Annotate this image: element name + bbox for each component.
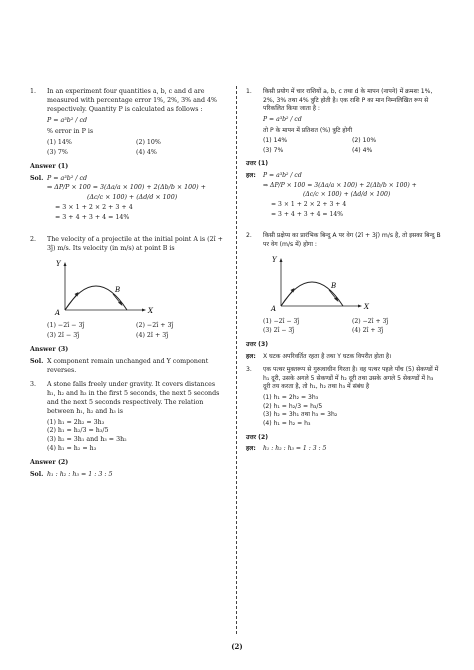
solution-1: [246, 172, 441, 219]
option-4[interactable]: (4) h₁ = h₂ = h₃: [47, 445, 97, 453]
option-3[interactable]: (3) h₂ = 3h₁ तथा h₃ = 3h₂: [263, 411, 338, 419]
option-1[interactable]: (1) −2î − 3ĵ: [263, 317, 300, 325]
question-3: [30, 381, 225, 455]
options: [263, 394, 441, 429]
solution-2: [246, 353, 441, 362]
question-number: 3.: [30, 380, 37, 388]
point-a-label: A: [271, 304, 277, 313]
solution-text: X घटक अपरिवर्तित रहता है तथा Y घटक विपरीत होता है।: [263, 352, 392, 360]
formula: P = a³b² / cd: [263, 115, 302, 123]
point-b-label: B: [331, 281, 337, 290]
english-column: [30, 88, 225, 483]
option-3[interactable]: (3) 2î − 3ĵ: [47, 332, 80, 339]
question-text: The velocity of a projectile at the initial point A is (2î + 3ĵ) m/s. Its velocity (in m/s) at point B is: [47, 236, 223, 253]
options: [47, 139, 225, 158]
solution-text: X component remain unchanged and Y component reverses.: [47, 357, 209, 374]
solution-line: = 3 + 4 + 3 + 4 = 14%: [271, 210, 344, 218]
option-2[interactable]: (2) −2î + 3ĵ: [352, 317, 389, 325]
option-3[interactable]: (3) 7%: [47, 148, 68, 156]
question-text: किसी प्रक्षेप्य का प्रारंभिक बिन्दु A पर वेग (2î + 3ĵ) m/s है, तो इसका बिन्दु B पर वेग (m/s में) होगा :: [263, 232, 441, 248]
question-number: 1.: [246, 88, 252, 95]
page-number: (2): [231, 642, 243, 651]
axis-x-label: X: [148, 307, 153, 316]
question-ask: तो P के मापन में प्रतिशत (%) त्रुटि होगी: [263, 126, 353, 134]
projectile-graph: [267, 254, 387, 314]
options: [263, 318, 441, 336]
question-text: In an experiment four quantities a, b, c and d are measured with percentage error 1%, 2%, 3% and 4% respectively. Quantity P is calculated as follows :: [47, 88, 217, 113]
question-text: एक पत्थर मुक्तरूप से गुरुत्वाधीन गिरता है। वह पत्थर पहले पाँच (5) सेकण्डों में h₁ दूरी, उसके अगले 5 सेकण्डों में h₂ दूरी तथा उसके अगले 5 सेकण्डों में h₃ दूरी तय करता है, तो h₁, h₂ तथा h₃ में संबंध है: [263, 366, 439, 391]
question-number: 2.: [246, 232, 252, 240]
option-2[interactable]: (2) −2î + 3ĵ: [136, 322, 174, 330]
solution-line: (Δc/c × 100) + (Δd/d × 100): [303, 191, 391, 199]
answer-3: Answer (2): [30, 459, 69, 467]
solution-line: ⇒ ΔP/P × 100 = 3(Δa/a × 100) + 2(Δb/b × 100) +: [47, 184, 206, 192]
question-2: [246, 232, 441, 336]
question-text: A stone falls freely under gravity. It covers distances h₁, h₂ and h₃ in the first 5 seconds, the next 5 seconds and the next 5 seconds respectively. The relation between h₁, h₂ and h₃ is: [47, 380, 220, 415]
option-3[interactable]: (3) 2î − 3ĵ: [263, 327, 295, 335]
solution-3: [30, 471, 225, 480]
option-2[interactable]: (2) 10%: [352, 137, 377, 145]
solution-label: हल:: [246, 172, 256, 180]
point-b-label: B: [115, 286, 121, 295]
solution-label: हल:: [246, 352, 256, 360]
solution-text: h₁ : h₂ : h₃ = 1 : 3 : 5: [47, 471, 113, 479]
question-3: [246, 366, 441, 428]
option-4[interactable]: (4) 2î + 3ĵ: [136, 332, 169, 339]
answer-1: Answer (1): [30, 162, 69, 170]
column-divider: [236, 86, 237, 634]
option-4[interactable]: (4) h₁ = h₂ = h₃: [263, 420, 311, 428]
axis-y-label: Y: [272, 255, 277, 264]
option-4[interactable]: (4) 4%: [352, 146, 373, 154]
option-3[interactable]: (3) h₂ = 3h₁ and h₃ = 3h₂: [47, 436, 127, 444]
question-1: [30, 88, 225, 158]
option-1[interactable]: (1) 14%: [263, 137, 288, 145]
question-ask: % error in P is: [47, 127, 94, 135]
axis-y-label: Y: [56, 260, 61, 269]
solution-label: Sol.: [30, 471, 44, 479]
axis-x-label: X: [364, 302, 369, 311]
solution-2: [30, 358, 225, 376]
question-2: [30, 236, 225, 341]
option-1[interactable]: (1) −2î − 3ĵ: [47, 322, 85, 330]
solution-line: ⇒ ΔP/P × 100 = 3(Δa/a × 100) + 2(Δb/b × 100) +: [263, 181, 417, 189]
solution-label: Sol.: [30, 357, 44, 365]
option-2[interactable]: (2) h₁ = h₂/3 = h₃/5: [263, 402, 323, 410]
point-a-label: A: [55, 309, 61, 318]
question-number: 2.: [30, 236, 37, 244]
option-3[interactable]: (3) 7%: [263, 146, 284, 154]
solution-line: P = a³b² / cd: [47, 174, 88, 182]
projectile-graph: [51, 258, 171, 318]
solution-label: Sol.: [30, 174, 44, 182]
option-2[interactable]: (2) h₁ = h₂/3 = h₃/5: [47, 427, 109, 435]
option-1[interactable]: (1) 14%: [47, 138, 72, 146]
question-text: किसी प्रयोग में चार राशियों a, b, c तथा d के मापन (नापने) में क्रमशः 1%, 2%, 3% तथा 4% त्रुटि होती है। एक राशि P का मान निम्नलिखित रूप से परिकलित किया जाता है :: [263, 88, 433, 113]
solution-label: हल:: [246, 445, 256, 453]
options: [263, 137, 441, 155]
option-2[interactable]: (2) 10%: [136, 138, 161, 146]
option-4[interactable]: (4) 2î + 3ĵ: [352, 327, 384, 335]
hindi-column: [246, 88, 441, 457]
answer-2: Answer (3): [30, 345, 69, 353]
answer-3: उत्तर (2): [246, 433, 268, 441]
solution-line: = 3 × 1 + 2 × 2 + 3 + 4: [55, 204, 133, 212]
question-number: 1.: [30, 88, 37, 95]
solution-3: [246, 445, 441, 454]
solution-line: P = a³b² / cd: [263, 172, 302, 180]
formula: P = a³b² / cd: [47, 116, 88, 124]
answer-2: उत्तर (3): [246, 340, 268, 348]
option-4[interactable]: (4) 4%: [136, 148, 157, 156]
question-number: 3.: [246, 366, 252, 374]
solution-line: = 3 + 4 + 3 + 4 = 14%: [55, 214, 130, 222]
question-1: [246, 88, 441, 155]
solution-line: (Δc/c × 100) + (Δd/d × 100): [87, 194, 178, 202]
options: [47, 322, 225, 341]
solution-1: [30, 175, 225, 224]
solution-text: h₁ : h₂ : h₃ = 1 : 3 : 5: [263, 445, 327, 453]
option-1[interactable]: (1) h₁ = 2h₂ = 3h₃: [263, 394, 319, 402]
solution-line: = 3 × 1 + 2 × 2 + 3 + 4: [271, 201, 347, 209]
option-1[interactable]: (1) h₁ = 2h₂ = 3h₃: [47, 418, 105, 426]
answer-1: उत्तर (1): [246, 160, 268, 168]
options: [47, 419, 225, 455]
